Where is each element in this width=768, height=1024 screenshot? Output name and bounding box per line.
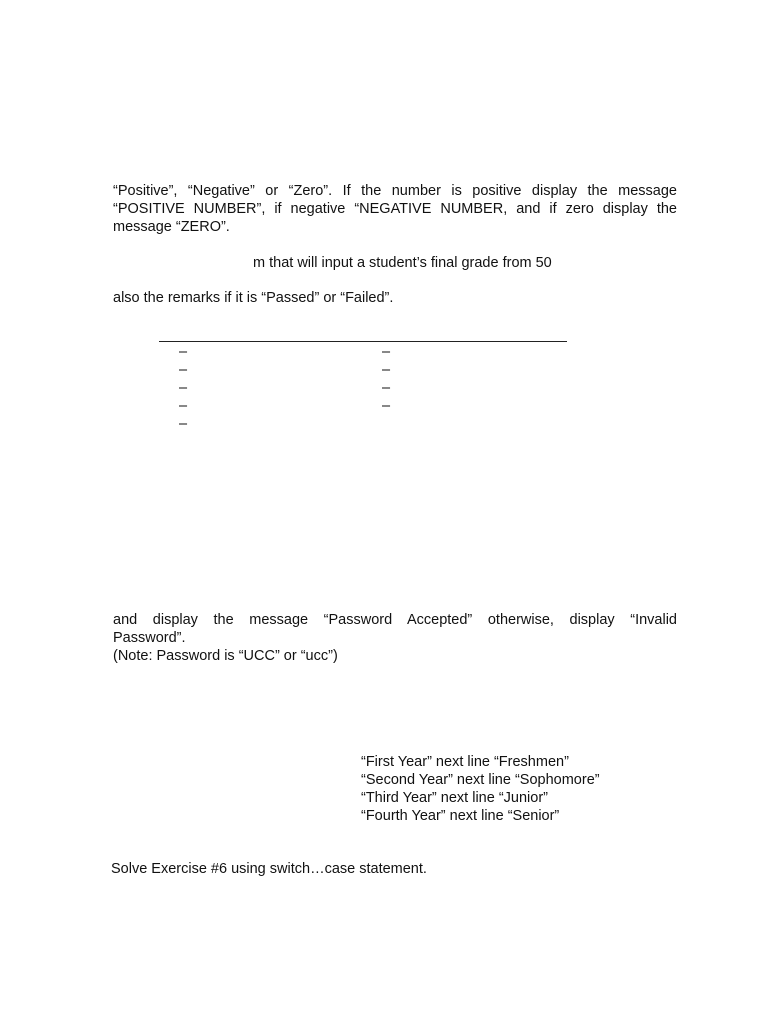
- dash-mark: –: [382, 380, 391, 396]
- dash-mark: –: [179, 416, 188, 432]
- remarks-fragment: also the remarks if it is “Passed” or “Failed”.: [113, 290, 394, 306]
- paragraph-line: and display the message “Password Accepted” otherwise, display “Invalid: [113, 612, 677, 628]
- dash-mark: –: [179, 362, 188, 378]
- dash-mark: –: [179, 398, 188, 414]
- table-header-rule: [159, 341, 567, 342]
- password-paragraph: [113, 611, 677, 665]
- paragraph-line: Password”.: [113, 630, 186, 646]
- dash-mark: –: [382, 344, 391, 360]
- exercise-instruction: Solve Exercise #6 using switch…case statement.: [111, 861, 427, 877]
- grade-input-fragment: m that will input a student’s final grade from 50: [253, 255, 552, 271]
- year-level-list: [361, 753, 600, 825]
- dash-mark: –: [179, 344, 188, 360]
- list-item: “Fourth Year” next line “Senior”: [361, 808, 560, 824]
- list-item: “Second Year” next line “Sophomore”: [361, 772, 600, 788]
- dash-mark: –: [382, 362, 391, 378]
- list-item: “Third Year” next line “Junior”: [361, 790, 548, 806]
- dash-mark: –: [382, 398, 391, 414]
- positive-negative-zero-paragraph: [113, 182, 677, 236]
- paragraph-line: “Positive”, “Negative” or “Zero”. If the number is positive display the message: [113, 183, 677, 199]
- dash-mark: –: [179, 380, 188, 396]
- paragraph-line: “POSITIVE NUMBER”, if negative “NEGATIVE NUMBER, and if zero display the: [113, 201, 677, 217]
- paragraph-line: (Note: Password is “UCC” or “ucc”): [113, 648, 338, 664]
- paragraph-line: message “ZERO”.: [113, 219, 230, 235]
- list-item: “First Year” next line “Freshmen”: [361, 754, 569, 770]
